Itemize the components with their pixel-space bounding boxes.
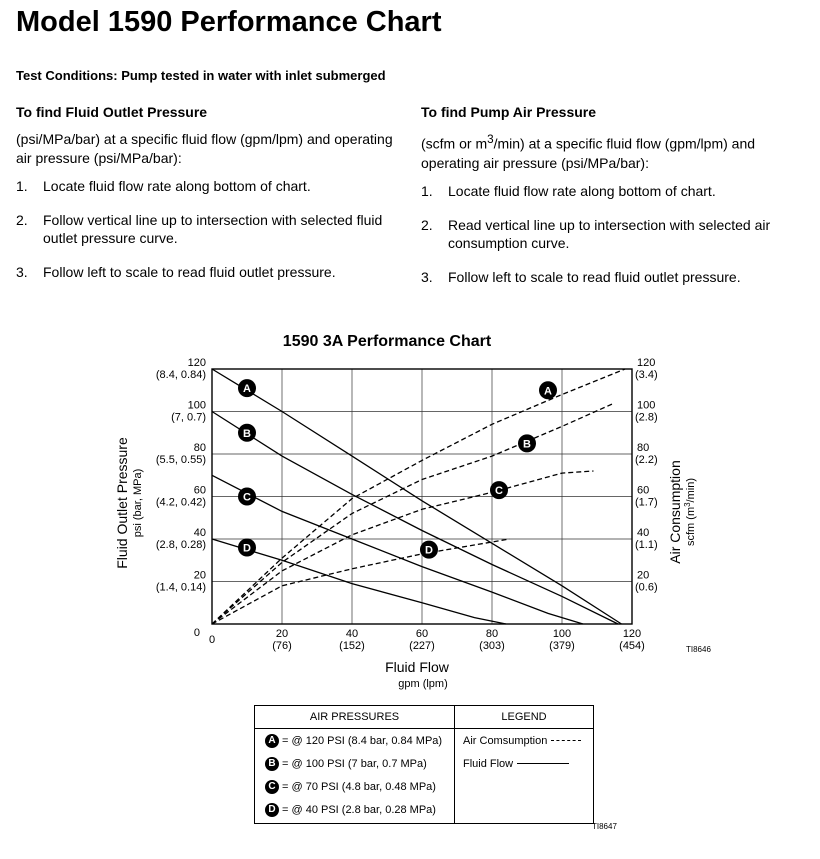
y-tick-label: 40 xyxy=(193,527,206,539)
step-number: 3. xyxy=(16,264,28,280)
y2-axis-title: Air Consumption xyxy=(667,460,683,564)
fluid-pressure-badge-b xyxy=(238,424,256,442)
air-consumption-badge-b xyxy=(518,434,536,452)
legend-entry-text: = @ 40 PSI (2.8 bar, 0.28 MPa) xyxy=(282,803,436,816)
step-text: Locate fluid flow rate along bottom of chart. xyxy=(43,178,311,194)
step-text: Read vertical line up to intersection with selected air consumption curve. xyxy=(448,216,771,251)
y2-tick-sublabel: (2.2) xyxy=(635,454,658,466)
y-tick-label: 80 xyxy=(193,442,206,454)
fluid-pressure-badge-a-label: A xyxy=(243,383,251,396)
test-conditions: Test Conditions: Pump tested in water with inlet submerged xyxy=(16,68,386,83)
step-number: 1. xyxy=(421,182,433,199)
legend-line-label: Fluid Flow xyxy=(463,757,514,770)
y-tick-sublabel: (1.4, 0.14) xyxy=(155,581,206,594)
y2-tick-label: 100 xyxy=(637,399,656,412)
chart-title: 1590 3A Performance Chart xyxy=(282,333,492,350)
y2-tick-sublabel: (1.7) xyxy=(635,496,658,509)
step-text: Follow vertical line up to intersection with selected fluid outlet pressure curve. xyxy=(43,212,383,246)
y-tick-sublabel: (7, 0.7) xyxy=(171,411,206,424)
fluid-section-intro: (psi/MPa/bar) at a specific fluid flow (gpm/lpm) and operating air pressure (psi/MPa/bar): xyxy=(16,131,393,166)
y-tick-sublabel: (8.4, 0.84) xyxy=(155,369,206,381)
y-axis-units: psi (bar, MPa) xyxy=(132,468,144,538)
legend-line-label: Air Comsumption xyxy=(463,734,548,747)
y-tick-label: 20 xyxy=(193,569,206,582)
air-intro-sup: 3 xyxy=(487,133,494,146)
air-consumption-badge-a-label: A xyxy=(544,385,552,398)
air-pressures-column xyxy=(255,706,455,823)
legend-entry-text: = @ 70 PSI (4.8 bar, 0.48 MPa) xyxy=(282,780,436,793)
badge-a: A xyxy=(265,734,279,748)
x-tick-sublabel: (227) xyxy=(409,640,435,652)
step-text: Locate fluid flow rate along bottom of chart. xyxy=(448,182,716,199)
figure-tag-chart: TI8646 xyxy=(686,645,711,654)
y-origin-label: 0 xyxy=(193,627,200,639)
air-consumption-badge-c xyxy=(490,481,508,499)
legend-entry-a xyxy=(255,729,454,752)
air-consumption-badge-a xyxy=(539,381,557,399)
x-tick-sublabel: (152) xyxy=(339,640,365,652)
y-axis-title-group xyxy=(114,437,144,569)
y2-tick-sublabel: (1.1) xyxy=(635,539,658,551)
y-tick-sublabel: (5.5, 0.55) xyxy=(155,454,206,466)
x-tick-sublabel: (76) xyxy=(272,640,292,652)
legend-column xyxy=(455,706,593,823)
legend-entry-d xyxy=(255,798,454,821)
x-tick-label: 60 xyxy=(415,628,429,640)
y2-tick-label: 120 xyxy=(637,357,656,369)
y2-tick-sublabel: (0.6) xyxy=(635,581,658,594)
step-number: 2. xyxy=(16,212,28,228)
y-tick-label: 120 xyxy=(187,357,206,369)
air-consumption-badge-c-label: C xyxy=(495,485,503,498)
chart-legend-table xyxy=(254,705,594,824)
step-number: 2. xyxy=(421,216,433,233)
air-intro-post: /min) at a specific fluid flow (gpm/lpm) and operating air pressure (psi/MPa/bar): xyxy=(421,135,756,171)
document-title: Model 1590 Performance Chart xyxy=(16,6,442,38)
y2-tick-label: 60 xyxy=(637,484,650,497)
legend-entry-b xyxy=(255,752,454,775)
step-text: Follow left to scale to read fluid outlet pressure. xyxy=(448,268,741,285)
x-origin-label: 0 xyxy=(208,634,216,646)
air-consumption-badge-d-label: D xyxy=(425,544,433,557)
legend-entry-text: = @ 100 PSI (7 bar, 0.7 MPa) xyxy=(282,757,427,770)
x-tick-sublabel: (303) xyxy=(479,640,505,652)
step-text: Follow left to scale to read fluid outlet pressure. xyxy=(43,264,336,280)
y2-tick-sublabel: (3.4) xyxy=(635,369,658,381)
fluid-pressure-badge-c xyxy=(238,488,256,506)
badge-b: B xyxy=(265,757,279,771)
fluid-pressure-badge-b-label: B xyxy=(243,427,251,440)
air-consumption-line-c xyxy=(212,471,594,624)
y2-axis-units: scfm $(m^3/\min)$ xyxy=(683,477,697,547)
air-intro-pre: (scfm or m xyxy=(421,135,488,152)
y2-tick-label: 40 xyxy=(637,527,650,539)
x-tick-label: 20 xyxy=(275,628,289,640)
y-tick-sublabel: (4.2, 0.42) xyxy=(155,496,206,509)
fluid-pressure-line-c xyxy=(212,475,583,624)
legend-air-consumption xyxy=(455,729,593,752)
y2-tick-label: 20 xyxy=(637,569,650,582)
legend-header: LEGEND xyxy=(455,706,593,729)
step-number: 1. xyxy=(16,178,28,194)
fluid-pressure-line-b xyxy=(212,412,618,625)
air-consumption-badge-d xyxy=(420,541,438,559)
y-tick-label: 100 xyxy=(187,399,206,412)
air-consumption-badge-b-label: B xyxy=(523,438,531,451)
x-tick-sublabel: (454) xyxy=(619,640,645,652)
badge-d: D xyxy=(265,803,279,817)
figure-tag-legend: TI8647 xyxy=(592,822,617,831)
fluid-pressure-badge-d-label: D xyxy=(243,542,251,555)
step-number: 3. xyxy=(421,268,433,285)
fluid-pressure-badge-a xyxy=(238,379,256,397)
y-axis-title: Fluid Outlet Pressure xyxy=(114,437,130,569)
x-tick-label: 80 xyxy=(485,628,499,640)
x-tick-label: 40 xyxy=(345,628,359,640)
fluid-pressure-badge-c-label: C xyxy=(243,491,251,504)
y2-axis-title-group xyxy=(667,460,697,564)
air-pressures-header: AIR PRESSURES xyxy=(255,706,454,729)
y2-tick-label: 80 xyxy=(637,442,650,454)
fluid-pressure-badge-d xyxy=(238,539,256,557)
air-section-heading: To find Pump Air Pressure xyxy=(421,104,597,120)
dashed-line-swatch xyxy=(551,740,581,741)
badge-c: C xyxy=(265,780,279,794)
legend-entry-c xyxy=(255,775,454,798)
y-tick-label: 60 xyxy=(193,484,206,497)
fluid-section-heading: To find Fluid Outlet Pressure xyxy=(16,104,208,120)
x-tick-label: 120 xyxy=(622,628,642,640)
x-tick-sublabel: (379) xyxy=(549,640,575,652)
legend-fluid-flow xyxy=(455,752,593,775)
y-tick-sublabel: (2.8, 0.28) xyxy=(155,539,206,551)
x-axis-title: Fluid Flow xyxy=(385,659,449,675)
y2-tick-sublabel: (2.8) xyxy=(635,411,658,424)
x-axis-units: gpm (lpm) xyxy=(398,678,448,690)
legend-entry-text: = @ 120 PSI (8.4 bar, 0.84 MPa) xyxy=(282,734,443,747)
solid-line-swatch xyxy=(517,763,569,764)
x-tick-label: 100 xyxy=(552,628,572,640)
